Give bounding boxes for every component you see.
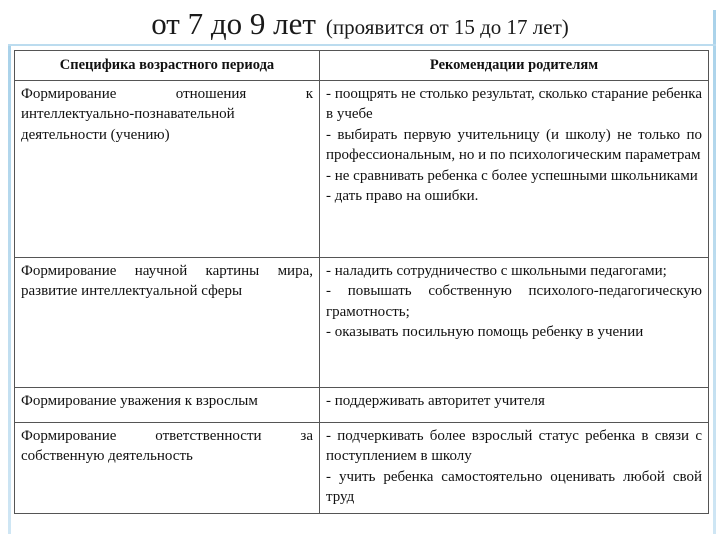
header-parent-recommendations: Рекомендации родителям (320, 51, 709, 81)
cell-specific: Формирование отношения к интеллектуально-познавательной деятельности (учению) (15, 80, 320, 257)
recommendation-item: - подчеркивать более взрослый статус ребенка в связи с поступлением в школу (326, 427, 702, 464)
recommendations-table (14, 50, 709, 514)
cell-recommendations (320, 257, 709, 387)
slide-frame-left (8, 44, 11, 534)
cell-recommendations (320, 422, 709, 513)
slide-frame-right (713, 10, 716, 534)
slide-title (0, 6, 720, 46)
title-subtitle: (проявится от 15 до 17 лет) (325, 15, 569, 39)
table-header-row (15, 51, 709, 81)
header-age-specifics: Специфика возрастного периода (15, 51, 320, 81)
recommendation-item: - поддерживать авторитет учителя (326, 392, 545, 409)
cell-specific: Формирование научной картины мира, развитие интеллектуальной сферы (15, 257, 320, 387)
table-row (15, 80, 709, 257)
recommendation-item: - наладить сотрудничество с школьными педагогами; (326, 262, 667, 279)
cell-specific: Формирование уважения к взрослым (15, 387, 320, 422)
recommendation-item: - повышать собственную психолого-педагогическую грамотность; (326, 283, 702, 320)
recommendation-item: - поощрять не столько результат, сколько старание ребенка в учебе (326, 85, 702, 122)
cell-recommendations (320, 387, 709, 422)
recommendation-item: - дать право на ошибки. (326, 188, 479, 204)
cell-specific: Формирование ответственности за собственную деятельность (15, 422, 320, 513)
table-row (15, 257, 709, 387)
recommendation-item: - учить ребенка самостоятельно оценивать любой свой труд (326, 468, 702, 505)
cell-recommendations (320, 80, 709, 257)
recommendation-item: - выбирать первую учительницу (и школу) не только по профессиональным, но и по психологическим параметрам (326, 126, 702, 163)
recommendation-item: - не сравнивать ребенка с более успешными школьниками (326, 167, 698, 184)
title-age-range: от 7 до 9 лет (151, 6, 316, 41)
table-row (15, 422, 709, 513)
table-row (15, 387, 709, 422)
recommendation-item: - оказывать посильную помощь ребенку в учении (326, 324, 644, 340)
